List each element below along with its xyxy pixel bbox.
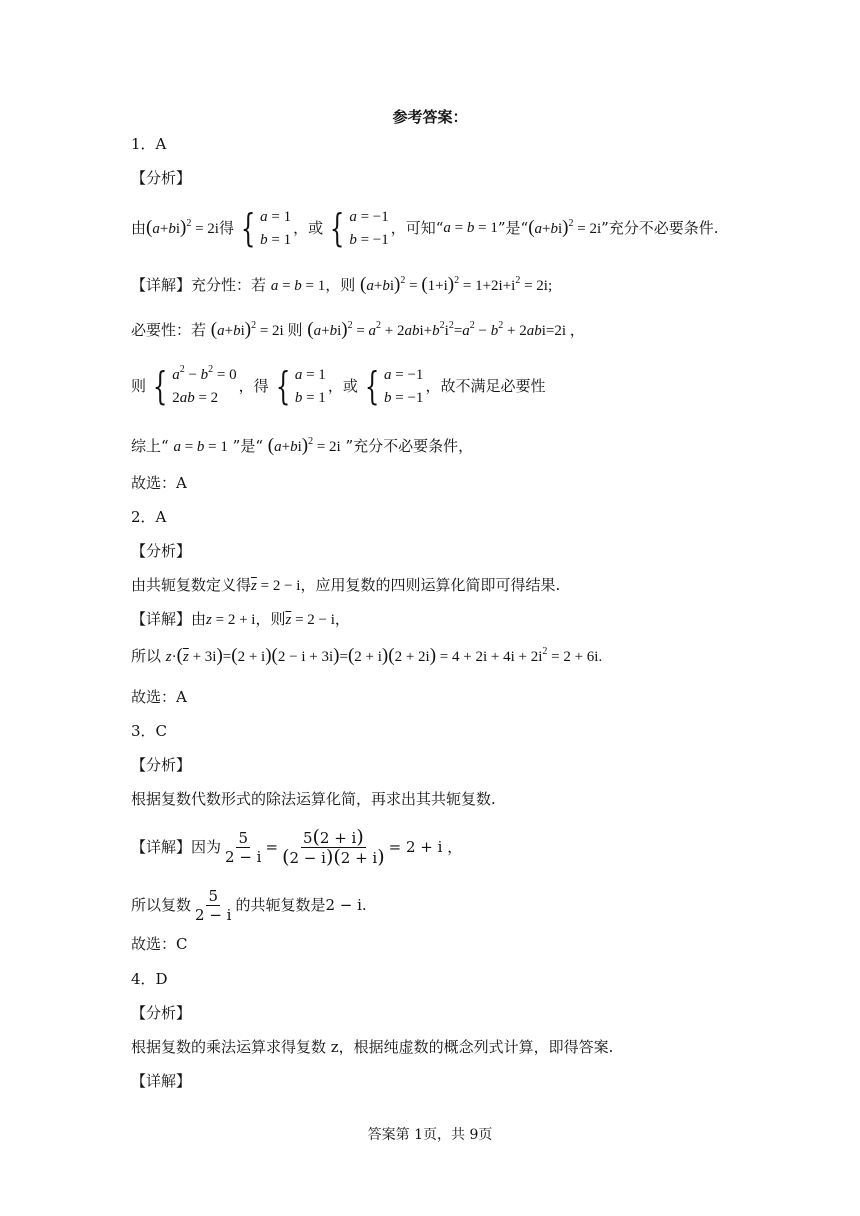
q1-system-line [131,362,545,410]
q2-detail-tag: 【详解】 [131,610,192,628]
q2-choice: 故选：A [131,688,187,706]
q2-analysis-pre: 由共轭复数定义得 [131,576,252,594]
q3-detail-tag: 【详解】 [131,838,192,856]
q1-system-5: { a = −1 b = −1 [364,364,424,408]
q1-detail-line1-then: ，则 [325,276,356,294]
q1-analysis-tag: 【分析】 [131,169,192,187]
q3-fraction-2: $\frac{5(2 + i)}{(2 - i)(2 + i)}$ [282,825,385,868]
q1-or2: ，或 [327,377,358,395]
q1-analysis-end: ”充分不必要条件. [601,219,719,237]
q2-so-line [131,646,602,667]
q2-conj: $\overline{z} = 2 - i$ [251,578,301,594]
q1-summary-pre: 综上“ [131,437,169,455]
q1-conclusion: $(a+bi)^2 = 2i$ [528,216,602,238]
q1-number: 1．A [131,135,167,153]
q3-fraction-3: $\frac{5}{2 - i}$ [195,886,232,924]
q1-summary-cond: a = b = 1 [173,439,228,455]
q4-number: 4．D [131,970,168,988]
q1-detail-line-1 [131,275,552,296]
q1-system-3: { $a^2 - b^2 = 0$ 2ab = 2 [152,363,237,408]
q1-summary-end: ”充分不必要条件， [345,437,474,455]
q1-analysis-line [131,206,719,250]
q1-system-4: { a = 1 b = 1 [275,364,326,408]
q2-detail-pre: 由 [191,610,207,628]
q1-analysis-pre: 由 [131,219,147,237]
q3-so-line: 所以复数 $\frac{5}{2 - i}$ 的共轭复数是 2 − i. [131,886,367,924]
q3-so-mid: 的共轭复数是 [235,896,326,914]
q2-so: 所以 [131,647,162,665]
q1-summary-line [131,436,473,457]
q1-necessity-pre: 必要性：若 [131,321,207,339]
q3-fraction-1: $\frac{5}{2 - i}$ [225,828,262,866]
q1-detail-line1-pre: 充分性：若 [191,276,267,294]
q1-choice: 故选：A [131,474,187,492]
q2-product: $z\cdot(\overline{z} + 3i)=(2 + i)(2 - i + 3i)=(2 + i)(2 + 2i) = 4 + 2i + 4i + 2i^2 = 2 + 6i$. [165,645,603,666]
q2-analysis-line [131,575,560,596]
q3-detail-pre: 因为 [191,838,222,856]
q1-then2: 则 [131,377,147,395]
q2-detail-line: 【详解】由z = 2 + i，则$\overline{z} = 2 - i$， [131,610,350,628]
q1-analysis-or: ，或 [293,219,324,237]
q1-get: ，得 [238,377,269,395]
q2-analysis-end: ，应用复数的四则运算化简即可得结果. [300,576,561,594]
page-footer: 答案第 1页，共 9页 [367,1127,493,1143]
q2-zbar: $\overline{z} = 2 - i$ [285,612,335,628]
q1-necessity-expand: $(a+bi)^2 = a^2 + 2abi+b^2i^2=a^2 - b^2 + 2abi=2i$ ， [307,319,585,340]
q1-summary-eq: $(a+bi)^2 = 2i$ [267,435,341,456]
q1-system-2: { a = −1 b = −1 [329,206,389,250]
q2-number: 2．A [131,508,167,526]
q3-so-pre: 所以复数 [131,896,192,914]
q1-detail-cond: a = b = 1 [270,278,326,294]
q1-detail-tag: 【详解】 [131,276,192,294]
q3-number: 3．C [131,722,168,740]
page-title: 参考答案： [392,108,468,126]
q3-choice: 故选：C [131,935,188,953]
q2-detail-then: ，则 [255,610,286,628]
q1-condition: a = b = 1 [443,220,498,236]
q1-summary-is: ”是“ [232,437,264,455]
q4-analysis: 根据复数的乘法运算求得复数 z，根据纯虚数的概念列式计算，即得答案. [131,1038,614,1056]
q1-eq-square: $(a+bi)^2 = 2i$ [146,216,219,238]
q1-analysis-is: ”是“ [497,219,529,237]
q3-analysis-tag: 【分析】 [131,756,192,774]
q1-analysis-mid: 得 [218,219,234,237]
q4-analysis-tag: 【分析】 [131,1004,192,1022]
q1-not-satisfy: ，故不满足必要性 [425,377,546,395]
q1-system-1: { a = 1 b = 1 [240,206,292,250]
q3-detail-line: 【详解】 因为 $\frac{5}{2 - i}$ = $\frac{5(2 + i)}{(2 - i)(2 + i)}$ = 2 + i ， [131,825,463,868]
q4-detail-tag: 【详解】 [131,1072,192,1090]
q2-z: z = 2 + i [206,612,256,628]
q1-necessity-line [131,320,585,341]
q1-analysis-know: ，可知“ [390,219,444,237]
q1-necessity-eq: $(a+bi)^2 = 2i$ [210,319,288,340]
q3-analysis: 根据复数代数形式的除法运算化简，再求出其共轭复数. [131,790,496,808]
q2-analysis-tag: 【分析】 [131,542,192,560]
q1-necessity-then: 则 [287,321,303,339]
q1-detail-calc: $(a+bi)^2 = (1+i)^2 = 1+2i+i^2 = 2i$; [360,274,553,295]
